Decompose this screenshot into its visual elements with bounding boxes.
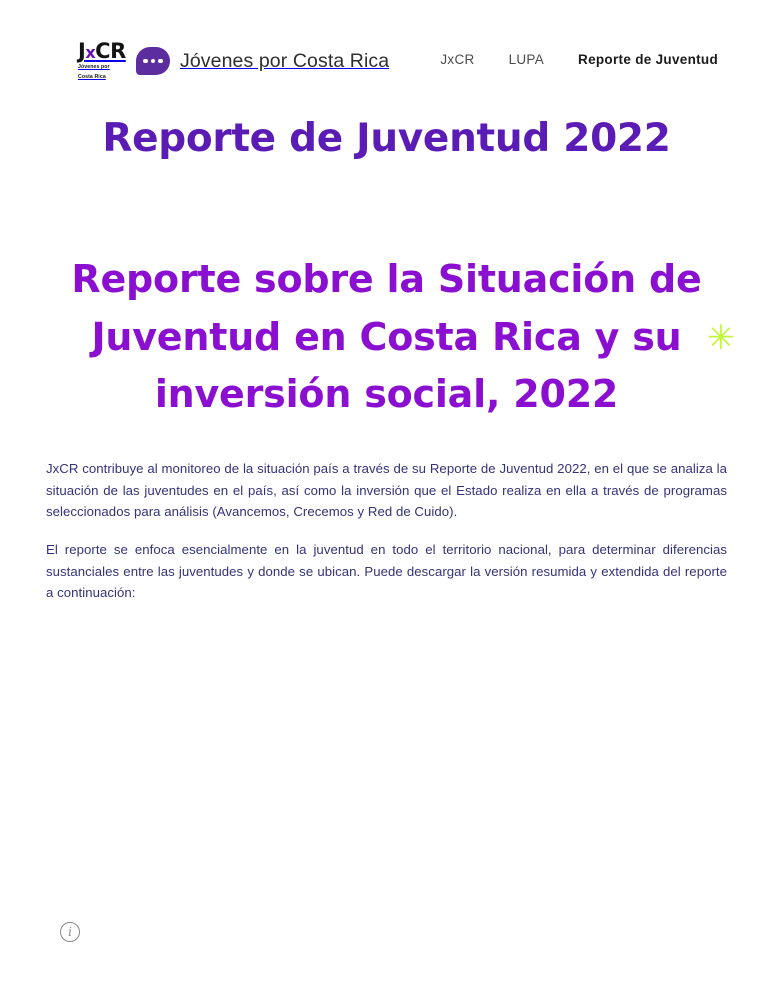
article-body: [0, 458, 773, 603]
asterisk-icon: ✳: [706, 318, 736, 358]
main-navigation: [440, 52, 718, 67]
brand-home-link[interactable]: [78, 38, 389, 84]
info-icon[interactable]: i: [60, 922, 80, 942]
nav-item-reporte-de-juventud[interactable]: Reporte de Juventud: [578, 52, 718, 67]
logo-subtitle-line-2: Costa Rica: [78, 73, 106, 80]
paragraph: El reporte se enfoca esencialmente en la juventud en todo el territorio nacional, para determinar diferencias sustanciales entre las juventudes y donde se ubican. Puede descargar la versión resumida y extendida del reporte a continuación:: [46, 542, 727, 601]
bubble-dot: [151, 59, 156, 64]
logo-wordmark-cr: CR: [95, 39, 126, 64]
bubble-dot: [143, 59, 148, 64]
page-title: Reporte de Juventud 2022: [102, 116, 671, 161]
paragraph: JxCR contribuye al monitoreo de la situación país a través de su Reporte de Juventud 2022, en el que se analiza la situación de las juventudes en el país, así como la inversión que el Estado realiza en ella a través de programas seleccionados para análisis (Avancemos, Crecemos y Red de Cuido).: [46, 461, 727, 519]
logo-wordmark: [78, 41, 126, 62]
bubble-dot: [158, 59, 163, 64]
brand-name: Jóvenes por Costa Rica: [180, 49, 390, 72]
chat-bubble-icon: [136, 47, 170, 75]
logo-subtitle-line-1: Jóvenes por: [78, 64, 110, 71]
nav-item-lupa[interactable]: LUPA: [508, 52, 545, 67]
logo-wordmark-x: x: [85, 43, 96, 63]
article-heading: Reporte sobre la Situación de Juventud en Costa Rica y su inversión social, 2022: [71, 256, 702, 417]
logo-wordmark-j: J: [78, 39, 86, 64]
jxcr-logo: [78, 38, 124, 84]
site-header: [0, 0, 773, 96]
nav-item-jxcr[interactable]: JxCR: [440, 52, 475, 67]
document-embed-area[interactable]: [46, 620, 727, 950]
